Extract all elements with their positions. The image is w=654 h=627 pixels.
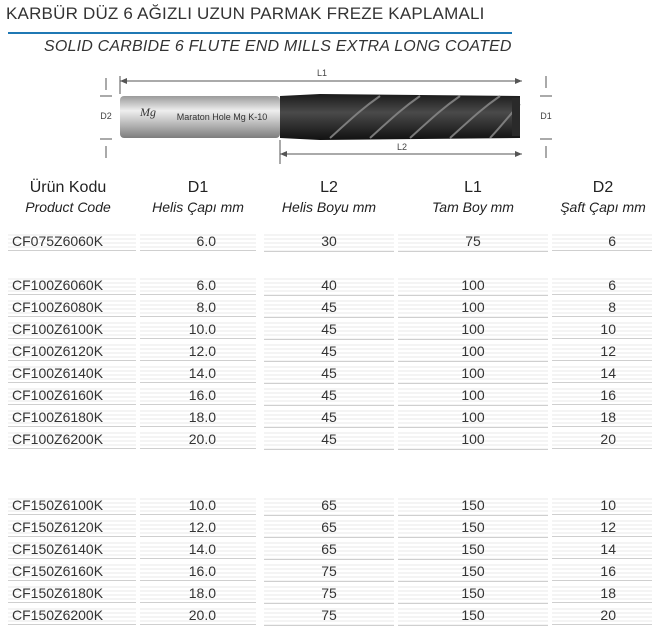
l1-cell: 150 [398,518,548,538]
d2-cell: 10 [552,320,652,339]
header-d1: D1 Helis Çapı mm [152,179,244,215]
l1-cell: 100 [398,408,548,428]
l1-cell: 150 [398,496,548,516]
d1-cell: 10.0 [140,320,256,339]
l2-cell: 40 [264,276,394,296]
table-row [0,495,654,517]
l1-cell: 150 [398,540,548,560]
d2-cell: 14 [552,364,652,383]
product-code-cell: CF075Z6060K [8,232,136,251]
d1-cell: 18.0 [140,584,256,603]
l1-cell: 150 [398,562,548,582]
table-row [0,275,654,297]
d1-cell: 18.0 [140,408,256,427]
product-code-cell: CF100Z6140K [8,364,136,383]
header-l1: L1 Tam Boy mm [432,179,514,215]
table-row [0,517,654,539]
l1-cell: 100 [398,320,548,340]
d1-cell: 6.0 [140,232,256,251]
d1-cell: 10.0 [140,496,256,515]
table-row [0,319,654,341]
l2-cell: 65 [264,496,394,516]
product-code-cell: CF100Z6080K [8,298,136,317]
d2-cell: 6 [552,276,652,295]
table-row [0,341,654,363]
l2-cell: 45 [264,364,394,384]
header-l2: L2 Helis Boyu mm [281,179,377,215]
product-code-cell: CF150Z6100K [8,496,136,515]
l2-cell: 30 [264,232,394,252]
product-code-cell: CF150Z6160K [8,562,136,581]
table-row [0,407,654,429]
product-code-cell: CF100Z6120K [8,342,136,361]
l2-cell: 65 [264,518,394,538]
d1-cell: 16.0 [140,562,256,581]
label-d1: D1 [540,111,552,121]
l2-cell: 45 [264,386,394,406]
d2-cell: 20 [552,606,652,625]
table-row [0,385,654,407]
d1-cell: 20.0 [140,430,256,449]
l2-cell: 45 [264,430,394,450]
l2-cell: 75 [264,606,394,626]
product-code-cell: CF100Z6160K [8,386,136,405]
l1-cell: 100 [398,364,548,384]
shank-logo: Mg [140,105,156,119]
shank-marking: Maraton Hole Mg K-10 [176,112,268,122]
d1-cell: 16.0 [140,386,256,405]
l1-cell: 100 [398,430,548,450]
d1-cell: 8.0 [140,298,256,317]
product-code-cell: CF150Z6140K [8,540,136,559]
l1-cell: 75 [398,232,548,252]
d2-cell: 12 [552,518,652,537]
label-l1: L1 [316,68,328,78]
d2-cell: 8 [552,298,652,317]
label-d2: D2 [100,111,112,121]
table-row [0,231,654,253]
table-row [0,429,654,451]
product-code-cell: CF100Z6200K [8,430,136,449]
d2-cell: 16 [552,386,652,405]
d2-cell: 10 [552,496,652,515]
d2-cell: 20 [552,430,652,449]
header-product-code: Ürün Kodu Product Code [25,179,111,215]
title-english: SOLID CARBIDE 6 FLUTE END MILLS EXTRA LONG COATED [44,38,512,55]
d1-cell: 14.0 [140,364,256,383]
table-row [0,605,654,627]
d2-cell: 16 [552,562,652,581]
l2-cell: 65 [264,540,394,560]
d2-cell: 18 [552,408,652,427]
product-code-cell: CF150Z6180K [8,584,136,603]
d2-cell: 12 [552,342,652,361]
l1-cell: 100 [398,298,548,318]
d1-cell: 12.0 [140,518,256,537]
l1-cell: 100 [398,342,548,362]
d2-cell: 14 [552,540,652,559]
l1-cell: 150 [398,584,548,604]
d2-cell: 6 [552,232,652,251]
title-turkish: KARBÜR DÜZ 6 AĞIZLI UZUN PARMAK FREZE KAPLAMALI [6,4,485,23]
l2-cell: 45 [264,342,394,362]
table-row [0,297,654,319]
header-d2: D2 Şaft Çapı mm [560,179,646,215]
table-row [0,561,654,583]
product-code-cell: CF100Z6060K [8,276,136,295]
product-code-cell: CF100Z6180K [8,408,136,427]
l2-cell: 45 [264,298,394,318]
product-code-cell: CF150Z6120K [8,518,136,537]
label-l2: L2 [396,142,408,152]
l2-cell: 45 [264,408,394,428]
l1-cell: 100 [398,386,548,406]
product-code-cell: CF100Z6100K [8,320,136,339]
d2-cell: 18 [552,584,652,603]
d1-cell: 14.0 [140,540,256,559]
l2-cell: 45 [264,320,394,340]
table-row [0,363,654,385]
l2-cell: 75 [264,562,394,582]
table-row [0,583,654,605]
d1-cell: 12.0 [140,342,256,361]
d1-cell: 20.0 [140,606,256,625]
l1-cell: 150 [398,606,548,626]
l2-cell: 75 [264,584,394,604]
d1-cell: 6.0 [140,276,256,295]
l1-cell: 100 [398,276,548,296]
product-code-cell: CF150Z6200K [8,606,136,625]
table-row [0,539,654,561]
